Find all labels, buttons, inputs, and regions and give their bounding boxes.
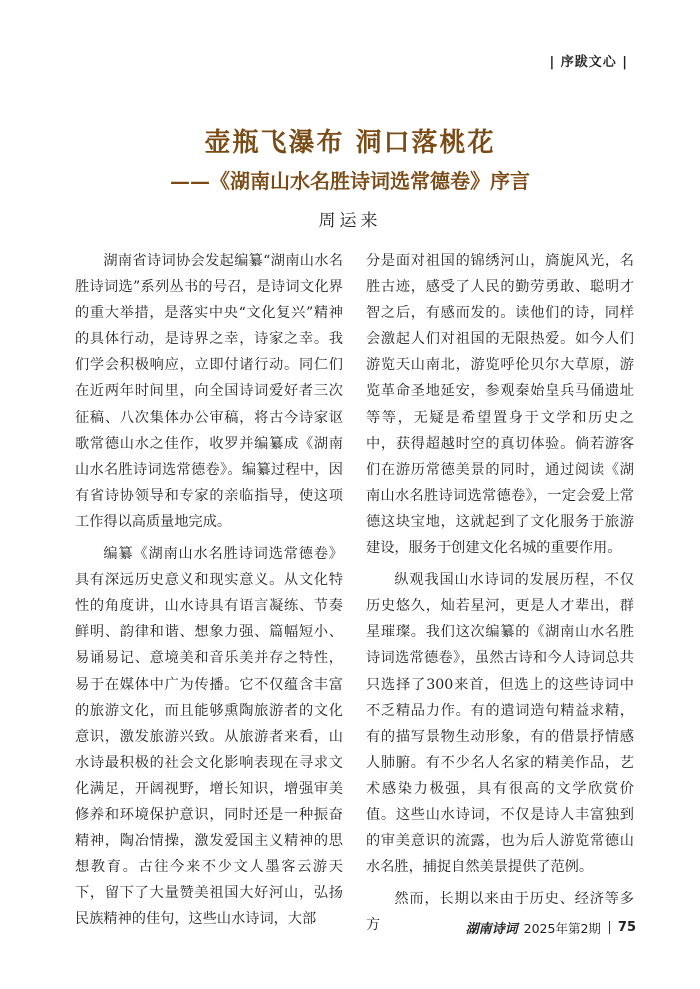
page-footer	[466, 918, 636, 937]
footer-divider	[609, 921, 610, 934]
page-number: 75	[617, 920, 636, 935]
paragraph: 纵观我国山水诗词的发展历程，不仅历史悠久，灿若星河，更是人才辈出，群星璀璨。我们这次编纂的《湖南山水名胜诗词选常德卷》，虽然古诗和今人诗词总共只选择了300来首，但选上的这些诗词中不乏精品力作。有的遣词造句精益求精，有的描写景物生动形象，有的借景抒情感人肺腑。有不少名人名家的精美作品，艺术感染力极强，具有很高的文学欣赏价值。这些山水诗词，不仅是诗人丰富独到的审美意识的流露，也为后人游览常德山水名胜，捕捉自然美景提供了范例。	[366, 572, 634, 876]
author-name: 周运来	[318, 211, 382, 231]
paragraph: 编纂《湖南山水名胜诗词选常德卷》具有深远历史意义和现实意义。从文化特性的角度讲，山水诗具有语言凝练、节奏鲜明、韵律和谐、想象力强、篇幅短小、易诵易记、意境美和音乐美并存之特性，易于在媒体中广为传播。它不仅蕴含丰富的旅游文化，而且能够熏陶旅游者的文化意识，激发旅游兴致。从旅游者来看，山水诗最积极的社会文化影响表现在寻求文化满足，开阔视野，增长知识，增强审美修养和环境保护意识，同时还是一种振奋精神，陶冶情操，激发爱国主义精神的思想教育。古往今来不少文人墨客云游天下，留下了大量赞美祖国大好河山，弘扬民族精神的佳句，这些山水诗词，大部	[75, 546, 343, 928]
magazine-logo: 湖南诗词	[465, 922, 518, 937]
section-tag: | 序跋文心 |	[549, 55, 628, 70]
paragraph: 分是面对祖国的锦绣河山，旖旎风光，名胜古迹，感受了人民的勤劳勇敢、聪明才智之后，有感而发的。读他们的诗，同样会激起人们对祖国的无限热爱。如今人们游览天山南北，游览呼伦贝尔大草原，游览革命圣地延安，参观秦始皇兵马俑遗址等等，无疑是希望置身于文学和历史之中，获得超越时空的真切体验。倘若游客们在游历常德美景的同时，通过阅读《湖南山水名胜诗词选常德卷》，一定会爱上常德这块宝地，这就起到了文化服务于旅游建设，服务于创建文化名城的重要作用。	[366, 253, 634, 557]
issue-label: 2025年第2期	[523, 920, 601, 936]
text-column-left	[75, 248, 343, 932]
paragraph: 湖南省诗词协会发起编纂“湖南山水名胜诗词选”系列丛书的号召，是诗词文化界的重大举措，是落实中央“文化复兴”精神的具体行动，是诗界之幸，诗家之幸。我们学会积极响应，立即付诸行动。同仁们在近两年时间里，向全国诗词爱好者三次征稿、八次集体办公审稿，将古今诗家讴歌常德山水之佳作，收罗并编纂成《湖南山水名胜诗词选常德卷》。编纂过程中，因有省诗协领导和专家的亲临指导，使这项工作得以高质量地完成。	[75, 253, 343, 530]
article-subtitle: ——《湖南山水名胜诗词选常德卷》序言	[170, 169, 530, 193]
article-title: 壶瓶飞瀑布 洞口落桃花	[204, 128, 496, 158]
paragraph: 然而，长期以来由于历史、经济等多方	[366, 891, 634, 934]
text-column-right	[366, 248, 634, 938]
